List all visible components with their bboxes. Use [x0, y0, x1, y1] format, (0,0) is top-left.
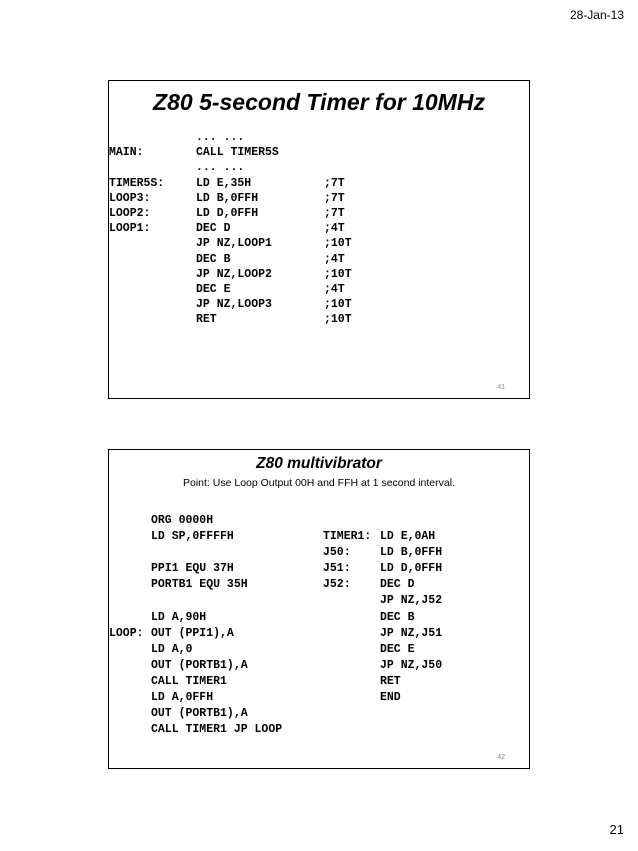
code-line [151, 593, 282, 609]
code-line: END [380, 691, 401, 705]
label-column [109, 513, 144, 642]
code-line: ORG 0000H [151, 514, 214, 527]
code-line: DEC D [380, 578, 415, 592]
code-comment: ;7T [324, 191, 345, 205]
header-date: 28-Jan-13 [569, 8, 624, 22]
code-instruction: ... ... [196, 161, 245, 175]
code-label: LOOP: [109, 626, 144, 640]
code-line: OUT (PPI1),A [151, 626, 234, 640]
code-line [380, 513, 442, 529]
code-instruction: LD B,0FFH [196, 191, 259, 205]
code-label [323, 513, 371, 529]
code-instruction: CALL TIMER5S [196, 146, 279, 160]
slide-title: Z80 5-second Timer for 10MHz [153, 89, 485, 115]
code-line: PORTB1 EQU 35H [151, 578, 248, 592]
code-comment: ;10T [324, 267, 352, 281]
code-instruction: JP NZ,LOOP2 [196, 267, 272, 281]
code-line: CALL TIMER1 [151, 674, 227, 688]
slide-number: 42 [497, 754, 505, 761]
code-line: JP NZ,J52 [380, 594, 443, 608]
code-comment: ;7T [324, 176, 345, 190]
code-instruction: ... ... [196, 131, 245, 144]
code-label: LOOP2: [109, 206, 151, 220]
code-line: OUT (PORTB1),A [151, 658, 248, 672]
code-comment: ;4T [324, 252, 345, 266]
code-label: MAIN: [109, 146, 144, 160]
code-label: TIMER5S: [109, 176, 165, 190]
code-comment: ;10T [324, 313, 352, 327]
code-comment: ;10T [324, 237, 352, 251]
slide-subtitle: Point: Use Loop Output 00H and FFH at 1 second interval. [183, 477, 455, 489]
code-instruction: DEC D [196, 222, 231, 236]
code-instruction: DEC B [196, 252, 231, 266]
code-label: J52: [323, 578, 351, 592]
instruction-column [196, 130, 279, 327]
code-label [109, 610, 144, 626]
code-label [109, 529, 144, 545]
code-line: DEC E [380, 642, 415, 656]
code-instruction: LD D,0FFH [196, 206, 259, 220]
code-label [109, 545, 144, 561]
code-label [109, 160, 164, 175]
left-code-column [151, 513, 282, 738]
slide-41 [108, 80, 530, 399]
code-comment: ;10T [324, 298, 352, 312]
code-line: LD E,0AH [380, 530, 436, 544]
code-label [109, 513, 144, 529]
code-label: LOOP3: [109, 191, 151, 205]
code-line: RET [380, 674, 401, 688]
slide-title: Z80 multivibrator [256, 455, 382, 472]
code-comment [324, 160, 352, 175]
code-label: LOOP1: [109, 222, 151, 236]
code-instruction: DEC E [196, 282, 231, 296]
code-instruction: RET [196, 313, 217, 327]
code-comment: ;7T [324, 206, 345, 220]
right-code-column [380, 513, 442, 706]
code-comment [324, 145, 352, 160]
code-line: CALL TIMER1 JP LOOP [151, 723, 283, 737]
code-line: JP NZ,J50 [380, 658, 443, 672]
code-label: TIMER1: [323, 530, 372, 544]
code-label [109, 577, 144, 593]
code-label [109, 130, 164, 145]
code-instruction: LD E,35H [196, 176, 252, 190]
code-line: LD A,0FFH [151, 691, 214, 705]
code-line: LD B,0FFH [380, 546, 443, 560]
code-label: J50: [323, 546, 351, 560]
right-label-column [323, 513, 371, 593]
code-line: PPI1 EQU 37H [151, 562, 234, 576]
code-label: J51: [323, 562, 351, 576]
code-comment: ;4T [324, 222, 345, 236]
code-comment: ;4T [324, 282, 345, 296]
code-line [151, 545, 282, 561]
page-number: 21 [609, 822, 624, 837]
code-comment [324, 130, 352, 145]
slide-42 [108, 449, 530, 769]
slide-number: 41 [497, 384, 505, 391]
code-line: OUT (PORTB1),A [151, 707, 248, 721]
code-label [109, 561, 144, 577]
comment-column [324, 130, 352, 327]
label-column [109, 130, 164, 236]
code-line: LD SP,0FFFFH [151, 530, 234, 544]
code-line: LD D,0FFH [380, 562, 443, 576]
code-line: JP NZ,J51 [380, 626, 443, 640]
code-instruction: JP NZ,LOOP1 [196, 237, 272, 251]
code-line: LD A,90H [151, 610, 207, 624]
code-line: LD A,0 [151, 642, 193, 656]
code-line: DEC B [380, 610, 415, 624]
code-instruction: JP NZ,LOOP3 [196, 298, 272, 312]
code-label [109, 593, 144, 609]
